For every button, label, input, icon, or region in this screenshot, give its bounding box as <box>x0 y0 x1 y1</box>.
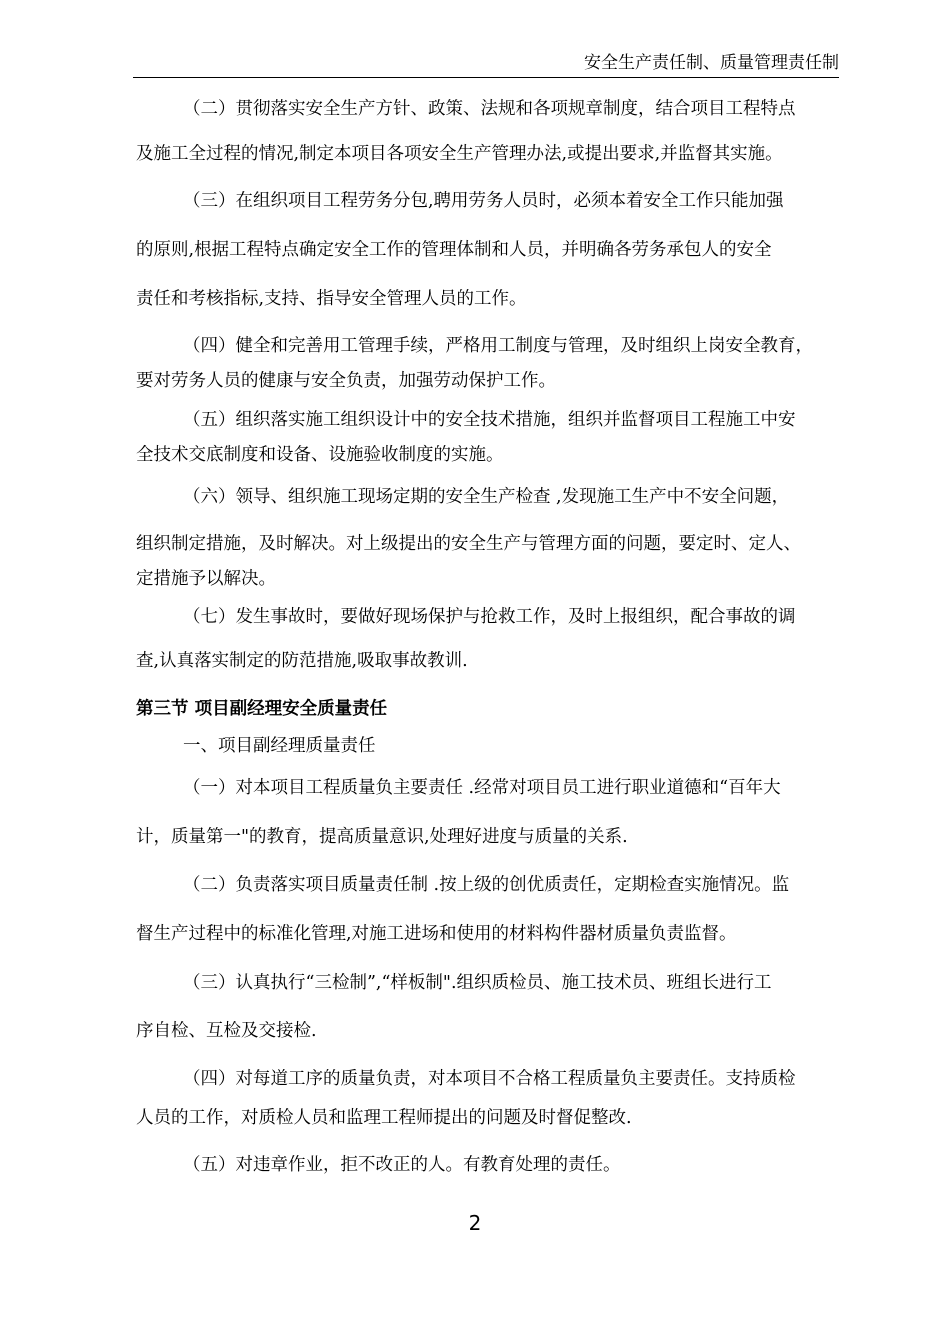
section-heading: 第三节 项目副经理安全质量责任 <box>136 699 388 719</box>
paragraph-line: 全技术交底制度和设备、设施验收制度的实施。 <box>136 445 504 465</box>
paragraph-line: （二）负责落实项目质量责任制 .按上级的创优质责任，定期检查实施情况。监 <box>183 875 790 895</box>
paragraph-line: （七）发生事故时，要做好现场保护与抢救工作，及时上报组织，配合事故的调 <box>183 607 796 627</box>
paragraph-line: 人员的工作，对质检人员和监理工程师提出的问题及时督促整改. <box>136 1108 632 1128</box>
paragraph-line: （三）在组织项目工程劳务分包,聘用劳务人员时，必须本着安全工作只能加强 <box>183 191 784 211</box>
paragraph-line: （四）健全和完善用工管理手续，严格用工制度与管理，及时组织上岗安全教育， <box>183 336 813 356</box>
page-number: 2 <box>468 1211 482 1235</box>
paragraph-line: 组织制定措施，及时解决。对上级提出的安全生产与管理方面的问题，要定时、定人、 <box>136 534 801 554</box>
paragraph-line: 责任和考核指标,支持、指导安全管理人员的工作。 <box>136 289 527 309</box>
paragraph-line: （五）对违章作业，拒不改正的人。有教育处理的责任。 <box>183 1155 621 1175</box>
paragraph-line: （四）对每道工序的质量负责，对本项目不合格工程质量负主要责任。支持质检 <box>183 1069 796 1089</box>
paragraph-line: 定措施予以解决。 <box>136 569 276 589</box>
paragraph-line: 的原则,根据工程特点确定安全工作的管理体制和人员，并明确各劳务承包人的安全 <box>136 240 772 260</box>
paragraph-line: 查,认真落实制定的防范措施,吸取事故教训. <box>136 651 468 671</box>
paragraph-line: 及施工全过程的情况,制定本项目各项安全生产管理办法,或提出要求,并监督其实施。 <box>136 144 783 164</box>
header-rule <box>133 77 839 78</box>
paragraph-line: （二）贯彻落实安全生产方针、政策、法规和各项规章制度，结合项目工程特点 <box>183 99 796 119</box>
paragraph-line: （一）对本项目工程质量负主要责任 .经常对项目员工进行职业道德和“百年大 <box>183 778 781 798</box>
paragraph-line: （六）领导、组织施工现场定期的安全生产检查 ,发现施工生产中不安全问题， <box>183 487 790 507</box>
running-header: 安全生产责任制、质量管理责任制 <box>584 53 839 73</box>
section-subheading: 一、项目副经理质量责任 <box>183 736 376 756</box>
paragraph-line: 计，质量第一"的教育，提高质量意识,处理好进度与质量的关系. <box>136 827 628 847</box>
paragraph-line: 要对劳务人员的健康与安全负责，加强劳动保护工作。 <box>136 371 556 391</box>
paragraph-line: （三）认真执行“三检制”,“样板制".组织质检员、施工技术员、班组长进行工 <box>183 973 772 993</box>
paragraph-line: 序自检、互检及交接检. <box>136 1021 317 1041</box>
paragraph-line: （五）组织落实施工组织设计中的安全技术措施，组织并监督项目工程施工中安 <box>183 410 796 430</box>
paragraph-line: 督生产过程中的标准化管理,对施工进场和使用的材料构件器材质量负责监督。 <box>136 924 737 944</box>
